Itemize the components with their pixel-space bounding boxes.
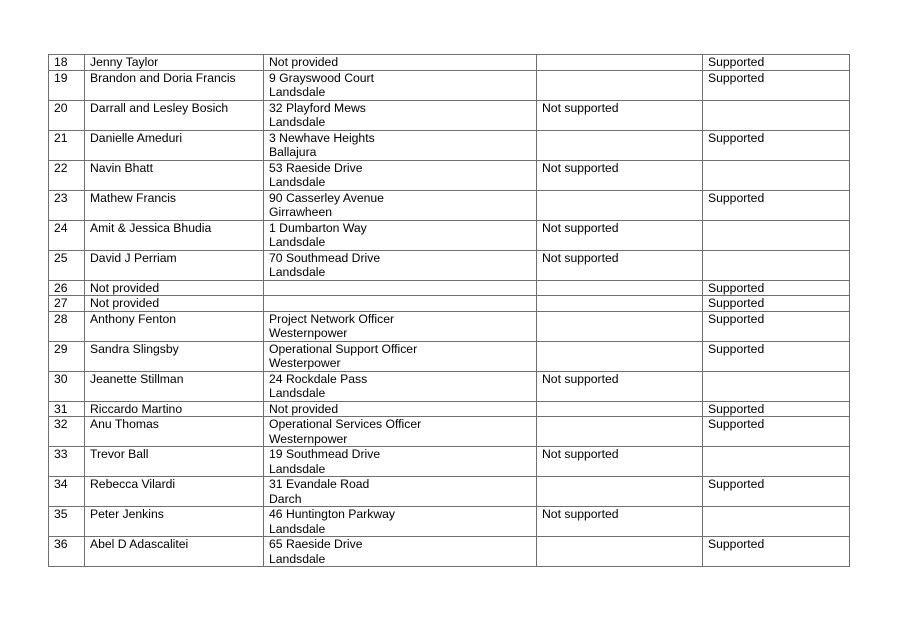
supported-cell-text: Supported — [708, 70, 765, 85]
not-supported-cell — [537, 220, 703, 250]
address-cell — [264, 417, 537, 447]
supported-cell — [703, 296, 850, 312]
row-number-cell — [49, 507, 85, 537]
table-row — [49, 417, 850, 447]
supported-cell-text: Supported — [708, 130, 765, 145]
table-row — [49, 507, 850, 537]
name-cell-text: Navin Bhatt — [90, 160, 154, 175]
row-number-cell — [49, 70, 85, 100]
row-number-cell — [49, 250, 85, 280]
row-number-cell — [49, 190, 85, 220]
table-row — [49, 280, 850, 296]
address-cell-text-line2: Landsdale — [269, 521, 326, 536]
name-cell-text: Brandon and Doria Francis — [90, 70, 236, 85]
table-row — [49, 537, 850, 567]
table-row — [49, 160, 850, 190]
address-cell-text-line2: Landsdale — [269, 235, 326, 249]
address-cell — [264, 371, 537, 401]
address-cell — [264, 190, 537, 220]
name-cell — [85, 401, 264, 417]
address-cell-text: 90 Casserley Avenue — [269, 190, 384, 205]
name-cell-text: Jenny Taylor — [90, 55, 159, 69]
not-supported-cell — [537, 477, 703, 507]
address-cell-text: Project Network Officer — [269, 311, 395, 326]
address-cell-text-line2: Darch — [269, 491, 302, 506]
address-cell-text-line2: Landsdale — [269, 386, 326, 400]
table-row — [49, 130, 850, 160]
address-cell — [264, 250, 537, 280]
address-cell — [264, 160, 537, 190]
address-cell-text-line2: Landsdale — [269, 461, 326, 476]
name-cell — [85, 341, 264, 371]
supported-cell — [703, 371, 850, 401]
not-supported-cell — [537, 371, 703, 401]
supported-cell — [703, 537, 850, 567]
name-cell-text: Jeanette Stillman — [90, 371, 184, 386]
address-cell-text: Operational Support Officer — [269, 341, 418, 356]
address-cell-text: 70 Southmead Drive — [269, 250, 381, 265]
not-supported-cell — [537, 507, 703, 537]
supported-cell — [703, 250, 850, 280]
table-row — [49, 55, 850, 71]
name-cell-text: Peter Jenkins — [90, 507, 164, 521]
not-supported-cell-text: Not supported — [542, 220, 619, 235]
row-number-cell-text: 19 — [54, 70, 68, 85]
not-supported-cell — [537, 280, 703, 296]
address-cell-text: 53 Raeside Drive — [269, 160, 363, 175]
table-row — [49, 250, 850, 280]
supported-cell — [703, 55, 850, 71]
not-supported-cell-text: Not supported — [542, 371, 619, 386]
supported-cell — [703, 280, 850, 296]
row-number-cell-text: 36 — [54, 537, 68, 551]
row-number-cell-text: 22 — [54, 160, 68, 175]
address-cell — [264, 341, 537, 371]
name-cell — [85, 250, 264, 280]
address-cell-text-line2: Landsdale — [269, 175, 326, 189]
table-row — [49, 477, 850, 507]
row-number-cell — [49, 537, 85, 567]
row-number-cell-text: 35 — [54, 507, 68, 521]
row-number-cell-text: 20 — [54, 100, 68, 115]
address-cell-text: 19 Southmead Drive — [269, 447, 381, 461]
supported-cell-text: Supported — [708, 477, 765, 491]
address-cell-text: 46 Huntington Parkway — [269, 507, 396, 521]
address-cell-text: Not provided — [269, 401, 339, 416]
row-number-cell — [49, 371, 85, 401]
row-number-cell — [49, 100, 85, 130]
address-cell-text: 31 Evandale Road — [269, 477, 370, 491]
address-cell-text: Not provided — [269, 55, 339, 69]
name-cell — [85, 190, 264, 220]
supported-cell-text: Supported — [708, 280, 765, 295]
not-supported-cell-text: Not supported — [542, 447, 619, 461]
not-supported-cell-text: Not supported — [542, 100, 619, 115]
row-number-cell-text: 30 — [54, 371, 68, 386]
name-cell-text: Not provided — [90, 296, 160, 310]
supported-cell-text: Supported — [708, 341, 765, 356]
row-number-cell — [49, 417, 85, 447]
row-number-cell-text: 28 — [54, 311, 68, 326]
row-number-cell-text: 18 — [54, 55, 68, 69]
address-cell-text: 3 Newhave Heights — [269, 130, 375, 145]
address-cell — [264, 401, 537, 417]
not-supported-cell — [537, 100, 703, 130]
name-cell-text: Riccardo Martino — [90, 401, 183, 416]
address-cell — [264, 537, 537, 567]
row-number-cell-text: 31 — [54, 401, 68, 416]
address-cell — [264, 70, 537, 100]
table-row — [49, 100, 850, 130]
name-cell — [85, 507, 264, 537]
address-cell-text: Operational Services Officer — [269, 417, 422, 431]
name-cell-text: Trevor Ball — [90, 447, 149, 461]
supported-cell-text: Supported — [708, 296, 765, 310]
address-cell-text-line2: Landsdale — [269, 265, 326, 279]
not-supported-cell-text: Not supported — [542, 160, 619, 175]
name-cell — [85, 447, 264, 477]
not-supported-cell — [537, 341, 703, 371]
row-number-cell — [49, 477, 85, 507]
not-supported-cell-text: Not supported — [542, 250, 619, 265]
name-cell-text: Mathew Francis — [90, 190, 177, 205]
supported-cell-text: Supported — [708, 55, 765, 69]
not-supported-cell — [537, 190, 703, 220]
row-number-cell — [49, 447, 85, 477]
name-cell-text: Anu Thomas — [90, 417, 159, 431]
name-cell — [85, 220, 264, 250]
not-supported-cell — [537, 296, 703, 312]
not-supported-cell — [537, 311, 703, 341]
not-supported-cell — [537, 70, 703, 100]
not-supported-cell — [537, 55, 703, 71]
name-cell — [85, 371, 264, 401]
row-number-cell — [49, 220, 85, 250]
supported-cell-text: Supported — [708, 537, 765, 551]
not-supported-cell — [537, 401, 703, 417]
name-cell — [85, 477, 264, 507]
row-number-cell — [49, 130, 85, 160]
not-supported-cell — [537, 537, 703, 567]
supported-cell — [703, 401, 850, 417]
name-cell-text: Darrall and Lesley Bosich — [90, 100, 229, 115]
address-cell — [264, 280, 537, 296]
row-number-cell — [49, 55, 85, 71]
supported-cell — [703, 477, 850, 507]
row-number-cell — [49, 296, 85, 312]
supported-cell — [703, 190, 850, 220]
address-cell-text: 65 Raeside Drive — [269, 537, 363, 551]
name-cell — [85, 100, 264, 130]
supported-cell — [703, 100, 850, 130]
address-cell — [264, 296, 537, 312]
address-cell-text-line2: Westernpower — [269, 326, 348, 340]
address-cell-text: 32 Playford Mews — [269, 100, 366, 115]
row-number-cell-text: 25 — [54, 250, 68, 265]
supported-cell — [703, 311, 850, 341]
table-row — [49, 341, 850, 371]
row-number-cell-text: 24 — [54, 220, 68, 235]
supported-cell-text: Supported — [708, 417, 765, 431]
supported-cell-text: Supported — [708, 401, 765, 416]
table-row — [49, 190, 850, 220]
name-cell-text: Abel D Adascalitei — [90, 537, 189, 551]
supported-cell — [703, 417, 850, 447]
address-cell-text-line2: Ballajura — [269, 145, 317, 159]
address-cell-text-line2: Landsdale — [269, 115, 326, 129]
address-cell-text: 1 Dumbarton Way — [269, 220, 367, 235]
not-supported-cell — [537, 160, 703, 190]
row-number-cell-text: 23 — [54, 190, 68, 205]
name-cell-text: Danielle Ameduri — [90, 130, 183, 145]
submissions-table — [48, 54, 850, 567]
submissions-table-body — [49, 55, 850, 567]
supported-cell — [703, 341, 850, 371]
address-cell-text: 24 Rockdale Pass — [269, 371, 368, 386]
name-cell-text: Rebecca Vilardi — [90, 477, 176, 491]
not-supported-cell-text: Not supported — [542, 507, 619, 521]
row-number-cell-text: 29 — [54, 341, 68, 356]
supported-cell-text: Supported — [708, 311, 765, 326]
row-number-cell-text: 33 — [54, 447, 68, 461]
name-cell-text: Anthony Fenton — [90, 311, 177, 326]
row-number-cell — [49, 401, 85, 417]
address-cell — [264, 220, 537, 250]
supported-cell — [703, 220, 850, 250]
name-cell — [85, 160, 264, 190]
name-cell-text: David J Perriam — [90, 250, 177, 265]
row-number-cell-text: 21 — [54, 130, 68, 145]
row-number-cell-text: 32 — [54, 417, 68, 431]
supported-cell-text: Supported — [708, 190, 765, 205]
supported-cell — [703, 70, 850, 100]
address-cell — [264, 477, 537, 507]
row-number-cell — [49, 280, 85, 296]
table-row — [49, 311, 850, 341]
name-cell-text: Amit & Jessica Bhudia — [90, 220, 212, 235]
address-cell — [264, 507, 537, 537]
address-cell-text-line2: Westerpower — [269, 356, 341, 370]
not-supported-cell — [537, 130, 703, 160]
table-row — [49, 70, 850, 100]
name-cell — [85, 55, 264, 71]
name-cell-text: Not provided — [90, 280, 160, 295]
row-number-cell-text: 26 — [54, 280, 68, 295]
name-cell — [85, 417, 264, 447]
address-cell-text-line2: Girrawheen — [269, 205, 332, 219]
supported-cell — [703, 447, 850, 477]
not-supported-cell — [537, 250, 703, 280]
address-cell — [264, 100, 537, 130]
table-row — [49, 371, 850, 401]
supported-cell — [703, 507, 850, 537]
address-cell-text-line2: Westernpower — [269, 431, 348, 446]
address-cell-text-line2: Landsdale — [269, 551, 326, 566]
address-cell — [264, 447, 537, 477]
address-cell-text: 9 Grayswood Court — [269, 70, 374, 85]
name-cell — [85, 70, 264, 100]
table-row — [49, 296, 850, 312]
row-number-cell-text: 27 — [54, 296, 68, 310]
address-cell — [264, 130, 537, 160]
address-cell-text-line2: Landsdale — [269, 85, 326, 99]
name-cell — [85, 311, 264, 341]
row-number-cell — [49, 311, 85, 341]
supported-cell — [703, 160, 850, 190]
row-number-cell — [49, 160, 85, 190]
table-row — [49, 401, 850, 417]
address-cell — [264, 55, 537, 71]
name-cell — [85, 280, 264, 296]
table-row — [49, 447, 850, 477]
not-supported-cell — [537, 447, 703, 477]
row-number-cell — [49, 341, 85, 371]
address-cell — [264, 311, 537, 341]
table-row — [49, 220, 850, 250]
name-cell — [85, 130, 264, 160]
row-number-cell-text: 34 — [54, 477, 68, 491]
name-cell-text: Sandra Slingsby — [90, 341, 179, 356]
not-supported-cell — [537, 417, 703, 447]
supported-cell — [703, 130, 850, 160]
name-cell — [85, 537, 264, 567]
name-cell — [85, 296, 264, 312]
